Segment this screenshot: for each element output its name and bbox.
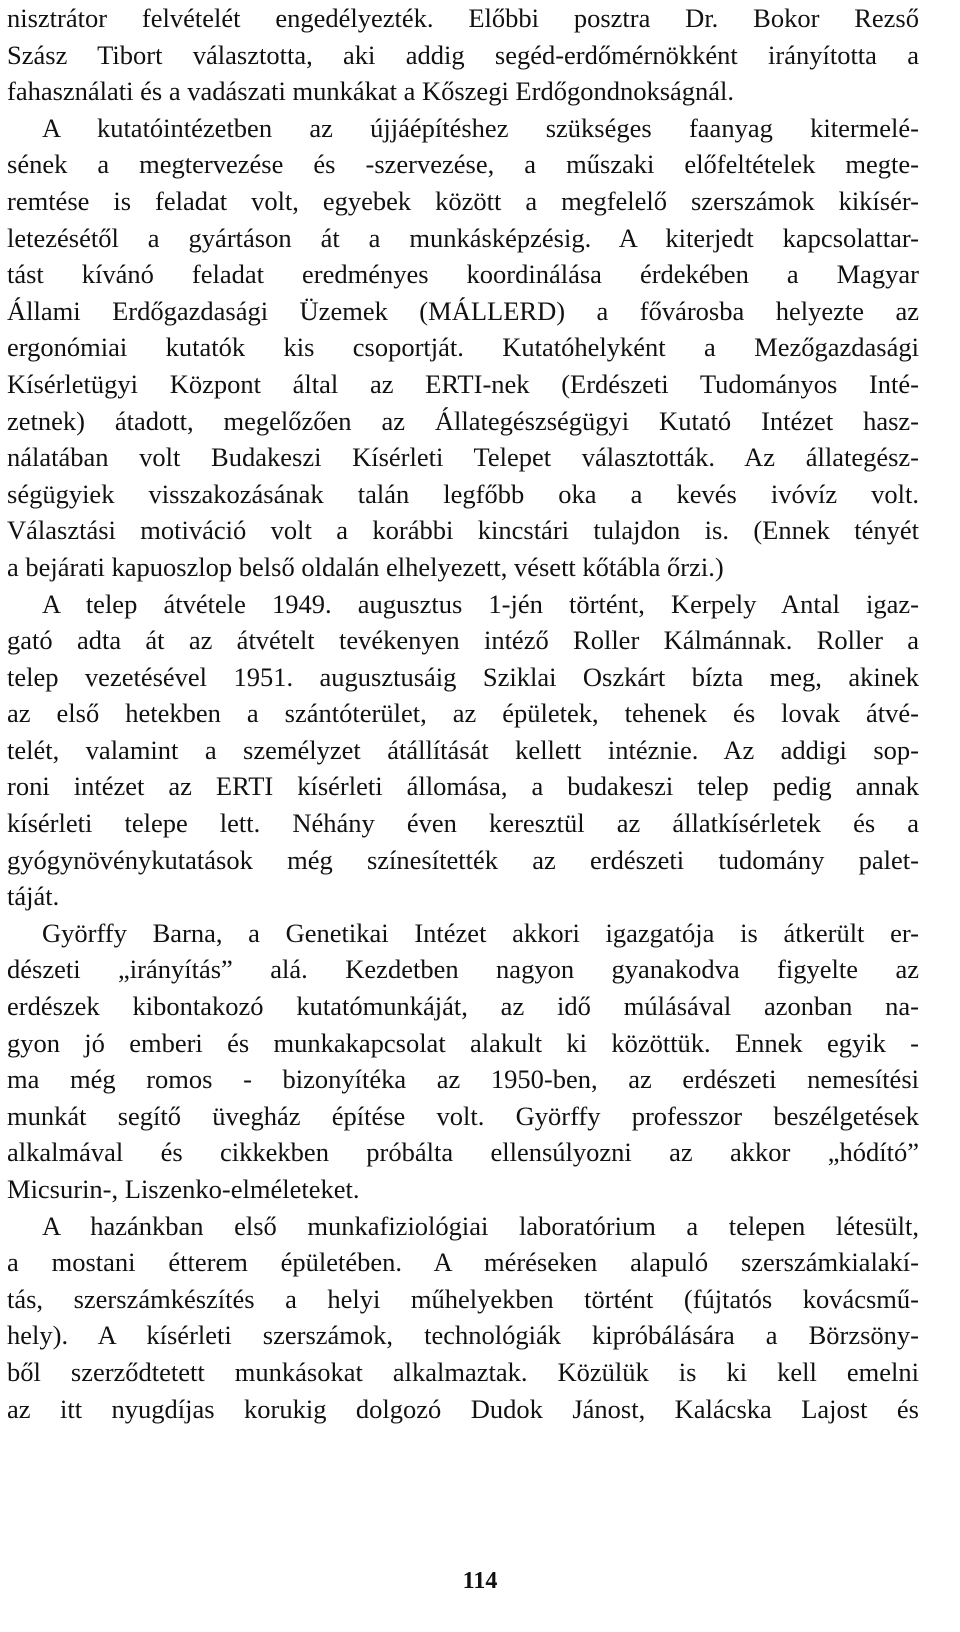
text-line: fahasználati és a vadászati munkákat a Kőszegi Erdőgondnokságnál. [7,76,735,107]
text-line: telep vezetésével 1951. augusztusáig Sziklai Oszkárt bízta meg, akinek [7,661,919,692]
text-line: sének a megtervezése és -szervezése, a műszaki előfeltételek megte- [7,149,919,180]
text-line: ergonómiai kutatók kis csoportját. Kutatóhelyként a Mezőgazdasági [7,332,919,363]
text-line: tást kívánó feladat eredményes koordinálása érdekében a Magyar [7,259,919,290]
text-line: az itt nyugdíjas korukig dolgozó Dudok Jánost, Kalácska Lajost és [7,1393,919,1424]
text-line: Szász Tibort választotta, aki addig segéd-erdőmérnökként irányította a [7,39,919,70]
text-line: erdészek kibontakozó kutatómunkáját, az idő múlásával azonban na- [7,991,919,1022]
text-line: a mostani étterem épületében. A méréseken alapuló szerszámkialakí- [7,1247,919,1278]
text-line: gyógynövénykutatások még színesítették az erdészeti tudomány palet- [7,844,919,875]
text-line: dészeti „irányítás” alá. Kezdetben nagyon gyanakodva figyelte az [7,954,919,985]
text-line: munkát segítő üvegház építése volt. Györffy professzor beszélgetések [7,1100,919,1131]
page-number: 114 [462,1568,498,1594]
text-line: zetnek) átadott, megelőzően az Állategészségügyi Kutató Intézet hasz- [7,405,919,436]
document-page [7,0,919,1427]
text-line: A hazánkban első munkafiziológiai laboratórium a telepen létesült, [42,1210,919,1241]
text-line: táját. [7,881,60,912]
text-line: roni intézet az ERTI kísérleti állomása, a budakeszi telep pedig annak [7,771,919,802]
text-line: az első hetekben a szántóterület, az épületek, tehenek és lovak átvé- [7,698,919,729]
text-line: A telep átvétele 1949. augusztus 1-jén történt, Kerpely Antal igaz- [42,588,919,619]
text-line: nálatában volt Budakeszi Kísérleti Telepet választották. Az állategész- [7,442,919,473]
text-line: Micsurin-, Liszenko-elméleteket. [7,1174,360,1204]
text-line: gyon jó emberi és munkakapcsolat alakult ki közöttük. Ennek egyik - [7,1027,919,1058]
text-line: alkalmával és cikkekben próbálta ellensúlyozni az akkor „hódító” [7,1137,919,1168]
text-line: gató adta át az átvételt tevékenyen intéző Roller Kálmánnak. Roller a [7,625,919,656]
text-line: Kísérletügyi Központ által az ERTI-nek (Erdészeti Tudományos Inté- [7,368,919,399]
text-line: kísérleti telepe lett. Néhány éven keresztül az állatkísérletek és a [7,808,919,839]
text-line: nisztrátor felvételét engedélyezték. Előbbi posztra Dr. Bokor Rezső [7,3,919,33]
text-line: ma még romos - bizonyítéka az 1950-ben, az erdészeti nemesítési [7,1064,919,1095]
text-line: tás, szerszámkészítés a helyi műhelyekben történt (fújtatós kovácsmű- [7,1283,919,1314]
text-line: ből szerződtetett munkásokat alkalmaztak. Közülük is ki kell emelni [7,1356,919,1387]
text-line: remtése is feladat volt, egyebek között a megfelelő szerszámok kikísér- [7,185,919,216]
text-line: letezésétől a gyártáson át a munkásképzésig. A kiterjedt kapcsolattar- [7,222,919,253]
text-line: ségügyiek visszakozásának talán legfőbb oka a kevés ivóvíz volt. [7,478,919,509]
body-text [7,0,919,1427]
text-line: Állami Erdőgazdasági Üzemek (MÁLLERD) a fővárosba helyezte az [7,295,919,326]
text-line: a bejárati kapuoszlop belső oldalán elhelyezett, vésett kőtábla őrzi.) [7,551,724,582]
text-line: hely). A kísérleti szerszámok, technológiák kipróbálására a Börzsöny- [7,1320,919,1351]
text-line: Györffy Barna, a Genetikai Intézet akkori igazgatója is átkerült er- [42,917,919,948]
text-line: Választási motiváció volt a korábbi kincstári tulajdon is. (Ennek tényét [7,515,919,546]
text-line: A kutatóintézetben az újjáépítéshez szükséges faanyag kitermelé- [42,112,919,143]
text-line: telét, valamint a személyzet átállítását kellett intéznie. Az addigi sop- [7,734,919,765]
